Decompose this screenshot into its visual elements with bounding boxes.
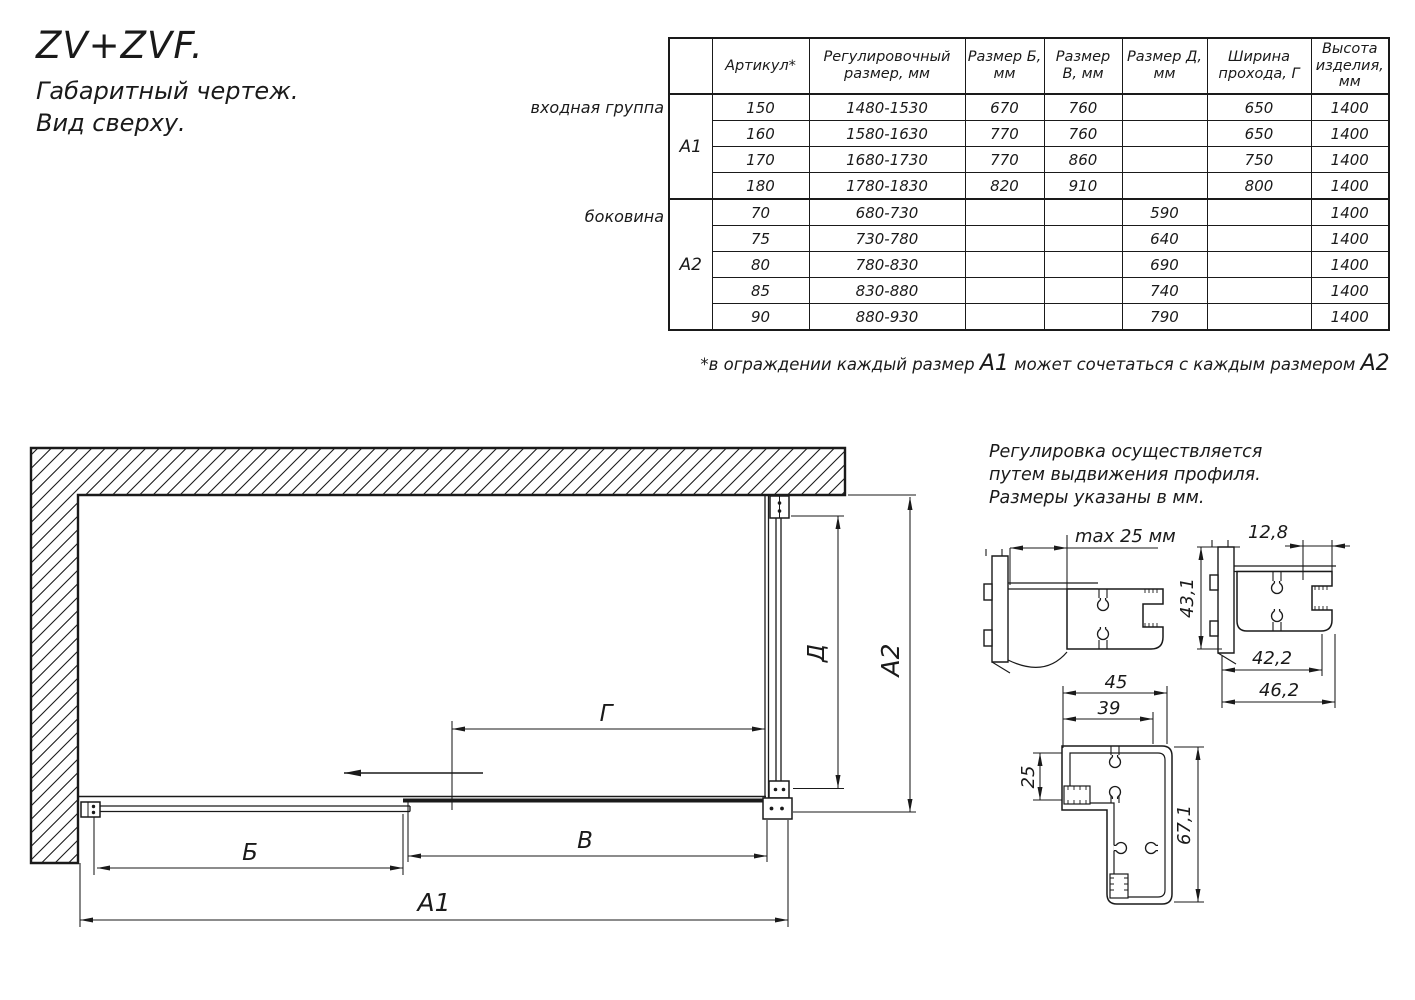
table-cell: 760 (1044, 94, 1122, 121)
table-cell: 730-780 (809, 226, 965, 252)
table-cell: 160 (712, 121, 809, 147)
table-cell: 790 (1122, 304, 1207, 331)
label-25: 25 (1018, 765, 1039, 789)
label-d: Д (804, 644, 830, 662)
table-cell: 180 (712, 173, 809, 200)
row-group-label-entrance: входная группа (530, 98, 664, 117)
profile-detail-adjustment (984, 535, 1163, 673)
table-cell: 910 (1044, 173, 1122, 200)
label-46-2: 46,2 (1258, 680, 1300, 701)
label-39: 39 (1097, 698, 1121, 719)
note-line3: Размеры указаны в мм. (989, 488, 1205, 508)
table-cell: 670 (965, 94, 1044, 121)
sliding-door-assembly (78, 797, 766, 818)
table-cell: 780-830 (809, 252, 965, 278)
label-45: 45 (1104, 672, 1128, 693)
footnote-a1: А1 (979, 351, 1009, 376)
table-cell: 1400 (1311, 94, 1389, 121)
table-cell: 1400 (1311, 147, 1389, 173)
footnote-prefix: *в ограждении каждый размер (700, 355, 975, 374)
table-cell: 80 (712, 252, 809, 278)
table-cell: 770 (965, 121, 1044, 147)
footnote-mid: может сочетаться с каждым размером (1014, 355, 1356, 374)
table-cell: 150 (712, 94, 809, 121)
table-cell: 880-930 (809, 304, 965, 331)
main-top-view (31, 448, 916, 927)
row-group-label-side: боковина (584, 207, 664, 226)
table-cell: 820 (965, 173, 1044, 200)
table-cell: 690 (1122, 252, 1207, 278)
label-42-2: 42,2 (1251, 648, 1293, 669)
label-43-1: 43,1 (1177, 577, 1198, 619)
col-header-articul: Артикул* (712, 38, 809, 94)
label-67-1: 67,1 (1174, 804, 1195, 846)
label-a2: А2 (876, 643, 905, 677)
group-label-a2: А2 (669, 199, 712, 330)
note-line1: Регулировка осуществляется (989, 442, 1263, 462)
table-cell: 770 (965, 147, 1044, 173)
label-12-8: 12,8 (1247, 522, 1289, 543)
subtitle-line1: Габаритный чертеж. (36, 77, 299, 105)
table-cell: 830-880 (809, 278, 965, 304)
table-cell: 1400 (1311, 252, 1389, 278)
label-b: Б (242, 840, 258, 866)
wall-profile-bracket (81, 802, 100, 817)
table-cell: 650 (1207, 121, 1311, 147)
table-cell: 860 (1044, 147, 1122, 173)
note-line2: путем выдвижения профиля. (989, 465, 1261, 485)
table-cell: 760 (1044, 121, 1122, 147)
table-cell: 680-730 (809, 199, 965, 226)
table-cell: 1780-1830 (809, 173, 965, 200)
table-cell: 590 (1122, 199, 1207, 226)
table-cell: 1400 (1311, 199, 1389, 226)
corner-post (763, 781, 792, 819)
table-cell: 1680-1730 (809, 147, 965, 173)
label-v: В (577, 828, 593, 854)
product-title: ZV+ZVF. (36, 24, 204, 67)
label-a1: А1 (417, 888, 451, 917)
table-cell: 750 (1207, 147, 1311, 173)
table-cell: 90 (712, 304, 809, 331)
table-cell: 85 (712, 278, 809, 304)
col-header-adjust: Регулировочный размер, мм (809, 38, 965, 94)
col-header-width: Ширина прохода, Г (1207, 38, 1311, 94)
table-cell: 1480-1530 (809, 94, 965, 121)
table-cell: 1400 (1311, 173, 1389, 200)
side-panel (765, 495, 789, 800)
footnote-a2: А2 (1360, 351, 1390, 376)
table-cell: 75 (712, 226, 809, 252)
col-header-v: Размер В, мм (1044, 38, 1122, 94)
table-cell: 640 (1122, 226, 1207, 252)
table-cell: 650 (1207, 94, 1311, 121)
subtitle-line2: Вид сверху. (36, 109, 186, 137)
col-header-d: Размер Д, мм (1122, 38, 1207, 94)
table-cell: 1400 (1311, 304, 1389, 331)
table-cell: 1400 (1311, 226, 1389, 252)
table-cell: 800 (1207, 173, 1311, 200)
label-g: Г (599, 701, 613, 727)
label-max25: max 25 мм (1075, 526, 1176, 547)
table-cell: 70 (712, 199, 809, 226)
table-cell: 740 (1122, 278, 1207, 304)
table-cell: 1400 (1311, 121, 1389, 147)
table-cell: 170 (712, 147, 809, 173)
table-cell: 1400 (1311, 278, 1389, 304)
table-cell: 1580-1630 (809, 121, 965, 147)
col-header-height: Высота изделия, мм (1311, 38, 1389, 94)
col-header-b: Размер Б, мм (965, 38, 1044, 94)
group-label-a1: А1 (669, 94, 712, 199)
